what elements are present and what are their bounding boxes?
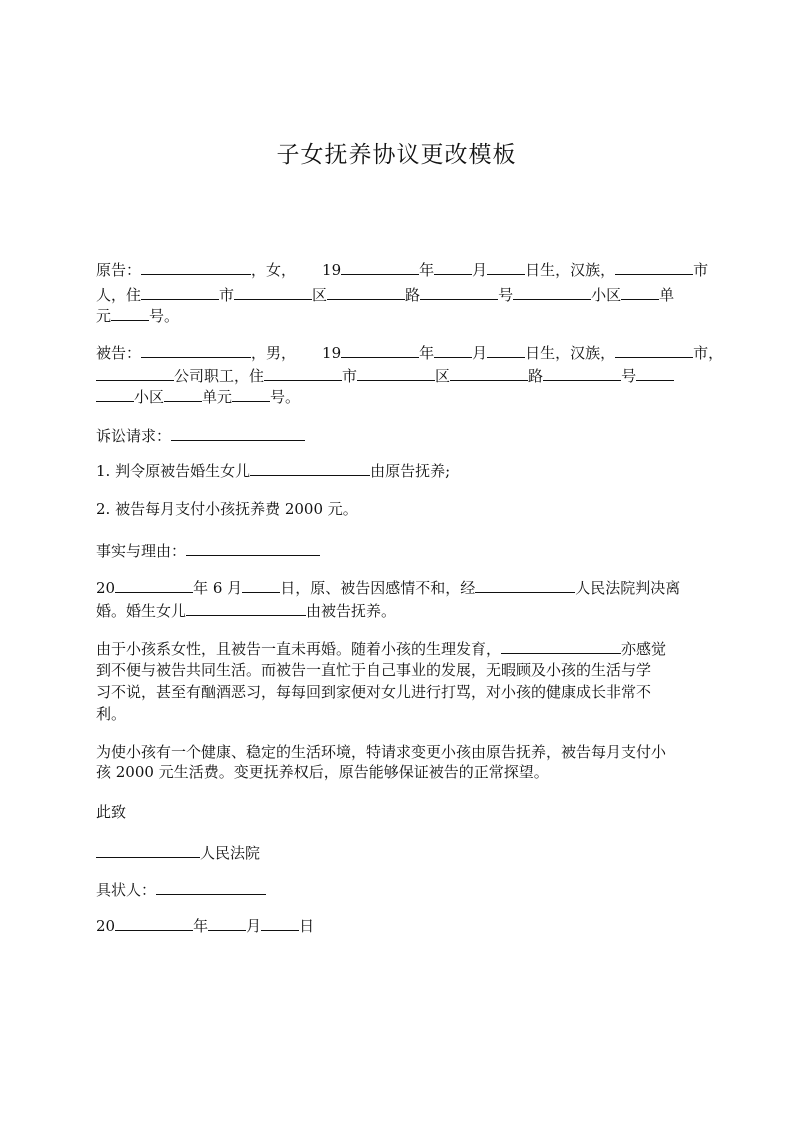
court-label: 人民法院 (200, 844, 261, 862)
plaintiff-gender: ，女， (251, 261, 297, 279)
plaintiff-road-blank[interactable] (327, 285, 405, 300)
date-prefix: 20 (96, 917, 116, 935)
plaintiff-number-blank[interactable] (420, 285, 498, 300)
facts-label: 事实与理由： (96, 542, 187, 560)
plaintiff-label: 原告： (96, 261, 142, 279)
facts-p2-text: 由于小孩系女性，且被告一直未再婚。随着小孩的生理发育， (96, 640, 502, 658)
defendant-road-label: 路 (528, 367, 544, 385)
court-line (96, 843, 260, 862)
facts-p1-line-2 (96, 601, 396, 620)
divorce-year-prefix: 20 (96, 579, 116, 597)
defendant-gender: ，男， (251, 344, 297, 362)
plaintiff-year-prefix: 19 (322, 261, 342, 279)
defendant-community-blank[interactable] (96, 387, 134, 402)
facts-p2-line-1 (96, 639, 666, 658)
claim-item-1 (96, 461, 450, 480)
facts-p2-line-3: 习不说，甚至有酗酒恶习，每每回到家便对女儿进行打骂，对小孩的健康成长非常不 (96, 683, 652, 701)
defendant-building-blank[interactable] (164, 387, 202, 402)
plaintiff-community-label: 小区 (591, 286, 622, 304)
defendant-city-blank[interactable] (615, 343, 693, 358)
date-day-blank[interactable] (261, 916, 299, 931)
plaintiff-house-label: 号。 (149, 307, 180, 325)
defendant-city-label: 市， (693, 344, 724, 362)
facts-heading (96, 541, 320, 560)
defendant-community-blank-start[interactable] (636, 366, 674, 381)
defendant-house-label: 号。 (270, 388, 301, 406)
date-month-blank[interactable] (208, 916, 246, 931)
defendant-line-2 (96, 366, 674, 385)
date-year-blank[interactable] (115, 916, 193, 931)
defendant-road-blank[interactable] (450, 366, 528, 381)
claim-1-daughter-blank[interactable] (250, 461, 370, 476)
defendant-district-label: 区 (435, 367, 451, 385)
signer-blank[interactable] (156, 880, 266, 895)
custody-text: 由被告抚养。 (306, 602, 397, 620)
plaintiff-district-blank[interactable] (234, 285, 312, 300)
divorce-year-blank[interactable] (115, 578, 193, 593)
defendant-label: 被告： (96, 344, 142, 362)
defendant-unit-label: 单元 (202, 388, 233, 406)
plaintiff-month-blank[interactable] (434, 260, 472, 275)
claims-label: 诉讼请求： (96, 427, 172, 445)
facts-p2-line-2: 到不便与被告共同生活。而被告一直忙于自己事业的发展，无暇顾及小孩的生活与学 (96, 661, 652, 679)
plaintiff-res-city-blank[interactable] (141, 285, 219, 300)
plaintiff-number-label: 号 (498, 286, 514, 304)
date-month-label: 月 (246, 917, 262, 935)
defendant-year-blank[interactable] (341, 343, 419, 358)
date-day-label: 日 (299, 917, 315, 935)
defendant-res-city-blank[interactable] (264, 366, 342, 381)
defendant-birth-suffix: 日生，汉族， (525, 344, 616, 362)
plaintiff-line-3 (96, 306, 179, 325)
plaintiff-city-label: 市 (693, 261, 709, 279)
plaintiff-year-label: 年 (419, 261, 435, 279)
divorce-month-text: 年 6 月 (193, 579, 243, 597)
defendant-line-3 (96, 387, 300, 406)
defendant-year-prefix: 19 (322, 344, 342, 362)
defendant-month-label: 月 (472, 344, 488, 362)
signature-date-line (96, 916, 314, 935)
salutation: 此致 (96, 803, 127, 821)
claims-blank[interactable] (171, 426, 305, 441)
child-name-blank[interactable] (501, 639, 621, 654)
defendant-number-label: 号 (621, 367, 637, 385)
facts-blank[interactable] (186, 541, 320, 556)
facts-p3-line-2: 孩 2000 元生活费。变更抚养权后，原告能够保证被告的正常探望。 (96, 763, 549, 781)
defendant-line-1 (96, 343, 723, 362)
daughter-name-blank[interactable] (186, 601, 306, 616)
defendant-unit-blank[interactable] (232, 387, 270, 402)
divorce-court-blank[interactable] (475, 578, 575, 593)
signer-line (96, 880, 266, 899)
plaintiff-community-blank[interactable] (513, 285, 591, 300)
plaintiff-month-label: 月 (472, 261, 488, 279)
defendant-res-city-label: 市 (342, 367, 358, 385)
signer-label: 具状人： (96, 881, 157, 899)
divorce-day-blank[interactable] (242, 578, 280, 593)
court-name-blank[interactable] (96, 843, 200, 858)
plaintiff-name-blank[interactable] (141, 260, 251, 275)
defendant-year-label: 年 (419, 344, 435, 362)
claim-1-prefix: 1. 判令原被告婚生女儿 (96, 462, 251, 480)
claim-1-suffix: 由原告抚养; (370, 462, 451, 480)
plaintiff-line-2 (96, 285, 674, 304)
facts-p2-suffix: 亦感觉 (621, 640, 667, 658)
plaintiff-birth-suffix: 日生，汉族， (525, 261, 616, 279)
defendant-district-blank[interactable] (357, 366, 435, 381)
plaintiff-year-blank[interactable] (341, 260, 419, 275)
plaintiff-unit-blank[interactable] (111, 306, 149, 321)
plaintiff-line-1 (96, 260, 708, 279)
defendant-company-blank[interactable] (96, 366, 174, 381)
defendant-number-blank[interactable] (543, 366, 621, 381)
date-year-label: 年 (193, 917, 209, 935)
defendant-community-label: 小区 (134, 388, 165, 406)
divorce-court-suffix: 人民法院判决离 (575, 579, 681, 597)
plaintiff-road-label: 路 (405, 286, 421, 304)
daughter-text: 婚。婚生女儿 (96, 602, 187, 620)
claims-heading (96, 426, 305, 445)
facts-p2-line-4: 利。 (96, 705, 127, 723)
plaintiff-city-blank[interactable] (615, 260, 693, 275)
divorce-reason-text: 日，原、被告因感情不和，经 (280, 579, 476, 597)
plaintiff-day-blank[interactable] (487, 260, 525, 275)
facts-p3-line-1: 为使小孩有一个健康、稳定的生活环境，特请求变更小孩由原告抚养，被告每月支付小 (96, 743, 667, 761)
plaintiff-district-label: 区 (312, 286, 328, 304)
plaintiff-residence-label: 人，住 (96, 286, 142, 304)
plaintiff-building-blank[interactable] (621, 285, 659, 300)
defendant-month-blank[interactable] (434, 343, 472, 358)
plaintiff-unit-label-start: 单 (659, 286, 675, 304)
defendant-day-blank[interactable] (487, 343, 525, 358)
plaintiff-unit-label-end: 元 (96, 307, 112, 325)
claim-item-2: 2. 被告每月支付小孩抚养费 2000 元。 (96, 500, 358, 518)
defendant-name-blank[interactable] (141, 343, 251, 358)
facts-p1-line-1 (96, 578, 680, 597)
page-title: 子女抚养协议更改模板 (276, 142, 517, 168)
plaintiff-res-city-label: 市 (219, 286, 235, 304)
defendant-job-label: 公司职工，住 (174, 367, 265, 385)
